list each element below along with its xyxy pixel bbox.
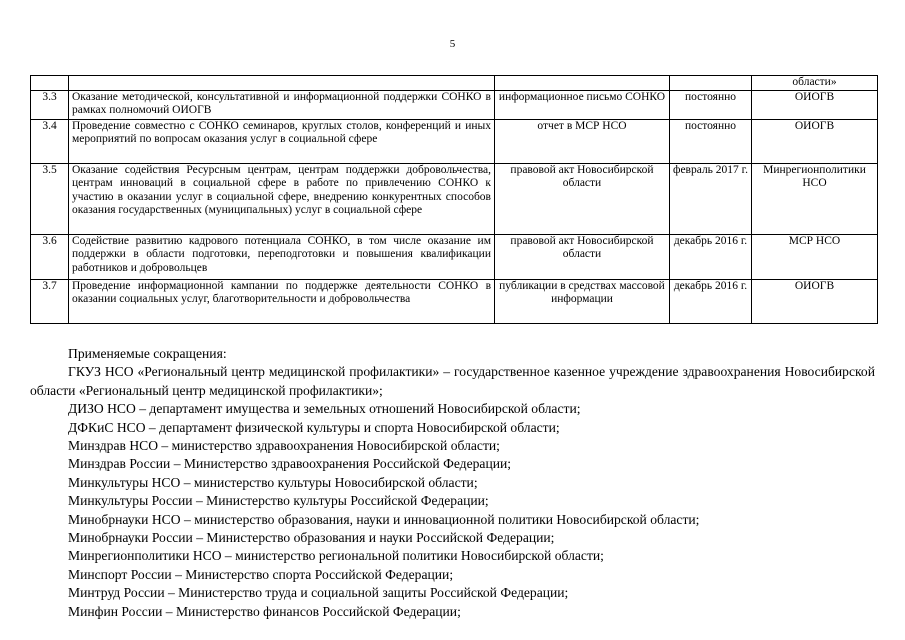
- row-term: [670, 76, 752, 91]
- row-executor: Минрегионполитики НСО: [752, 164, 878, 235]
- abbreviation-item: Минздрав России – Министерство здравоохранения Российской Федерации;: [68, 456, 512, 472]
- row-term: постоянно: [670, 120, 752, 164]
- row-action: Оказание содействия Ресурсным центрам, центрам поддержки добровольчества, центрам инноваций в социальной сфере в работе по привлечению СОНКО к участию в оказании услуг в социальной сфере, внедрению конкурентных способов оказания государственных (муниципальных) услуг в социальной сфере: [69, 164, 495, 235]
- row-executor: ОИОГВ: [752, 91, 878, 120]
- row-form: информационное письмо СОНКО: [495, 91, 670, 120]
- page-number: 5: [449, 38, 456, 50]
- abbreviation-item: ДФКиС НСО – департамент физической культуры и спорта Новосибирской области;: [68, 419, 560, 435]
- abbreviations-heading: Применяемые сокращения:: [68, 346, 227, 361]
- abbreviation-item: Минобрнауки России – Министерство образования и науки Российской Федерации;: [68, 530, 555, 546]
- row-form: [495, 76, 670, 91]
- row-form: правовой акт Новосибирской области: [495, 164, 670, 235]
- table-row: [31, 235, 878, 280]
- abbreviation-item: Минтруд России – Министерство труда и социальной защиты Российской Федерации;: [68, 585, 569, 601]
- row-action: Проведение информационной кампании по поддержке деятельности СОНКО в оказании социальных услуг, благотворительности и добровольчества: [69, 280, 495, 324]
- row-executor: ОИОГВ: [752, 280, 878, 324]
- row-action: [69, 76, 495, 91]
- abbreviation-item: Минобрнауки НСО – министерство образования, науки и инновационной политики Новосибирской области;: [68, 511, 700, 527]
- row-term: февраль 2017 г.: [670, 164, 752, 235]
- table-row: [31, 76, 878, 91]
- row-action: Содействие развитию кадрового потенциала СОНКО, в том числе оказание им поддержки в области подготовки, переподготовки и повышения квалификации работников и добровольцев: [69, 235, 495, 280]
- table-row: [31, 120, 878, 164]
- row-executor: ОИОГВ: [752, 120, 878, 164]
- abbreviation-item: Минспорт России – Министерство спорта Российской Федерации;: [68, 566, 454, 582]
- row-number: 3.7: [31, 280, 69, 324]
- table-row: [31, 91, 878, 120]
- table-row: [31, 280, 878, 324]
- row-executor: МСР НСО: [752, 235, 878, 280]
- abbreviation-item: Минкультуры НСО – министерство культуры Новосибирской области;: [68, 474, 478, 490]
- abbreviation-item: Минкультуры России – Министерство культуры Российской Федерации;: [68, 493, 489, 509]
- abbreviations-section: [30, 345, 875, 621]
- row-number: 3.4: [31, 120, 69, 164]
- abbreviation-item: Минрегионполитики НСО – министерство региональной политики Новосибирской области;: [68, 548, 604, 564]
- action-plan-table: [30, 75, 878, 324]
- row-term: декабрь 2016 г.: [670, 280, 752, 324]
- row-form: публикации в средствах массовой информации: [495, 280, 670, 324]
- row-term: постоянно: [670, 91, 752, 120]
- row-number: 3.6: [31, 235, 69, 280]
- abbreviation-item: ДИЗО НСО – департамент имущества и земельных отношений Новосибирской области;: [68, 401, 581, 417]
- table-row: [31, 164, 878, 235]
- abbreviation-item: Минздрав НСО – министерство здравоохранения Новосибирской области;: [68, 438, 500, 454]
- row-number: [31, 76, 69, 91]
- abbreviation-item: ГКУЗ НСО «Региональный центр медицинской профилактики» – государственное казенное учреждение здравоохранения Новосибирской области «Региональный центр медицинской профилактики»;: [30, 364, 875, 398]
- row-form: правовой акт Новосибирской области: [495, 235, 670, 280]
- row-action: Оказание методической, консультативной и информационной поддержки СОНКО в рамках полномочий ОИОГВ: [69, 91, 495, 120]
- row-term: декабрь 2016 г.: [670, 235, 752, 280]
- row-action: Проведение совместно с СОНКО семинаров, круглых столов, конференций и иных мероприятий по вопросам оказания услуг в социальной сфере: [69, 120, 495, 164]
- abbreviation-item: Минфин России – Министерство финансов Российской Федерации;: [68, 603, 461, 619]
- row-executor: области»: [752, 76, 878, 91]
- row-number: 3.3: [31, 91, 69, 120]
- row-form: отчет в МСР НСО: [495, 120, 670, 164]
- row-number: 3.5: [31, 164, 69, 235]
